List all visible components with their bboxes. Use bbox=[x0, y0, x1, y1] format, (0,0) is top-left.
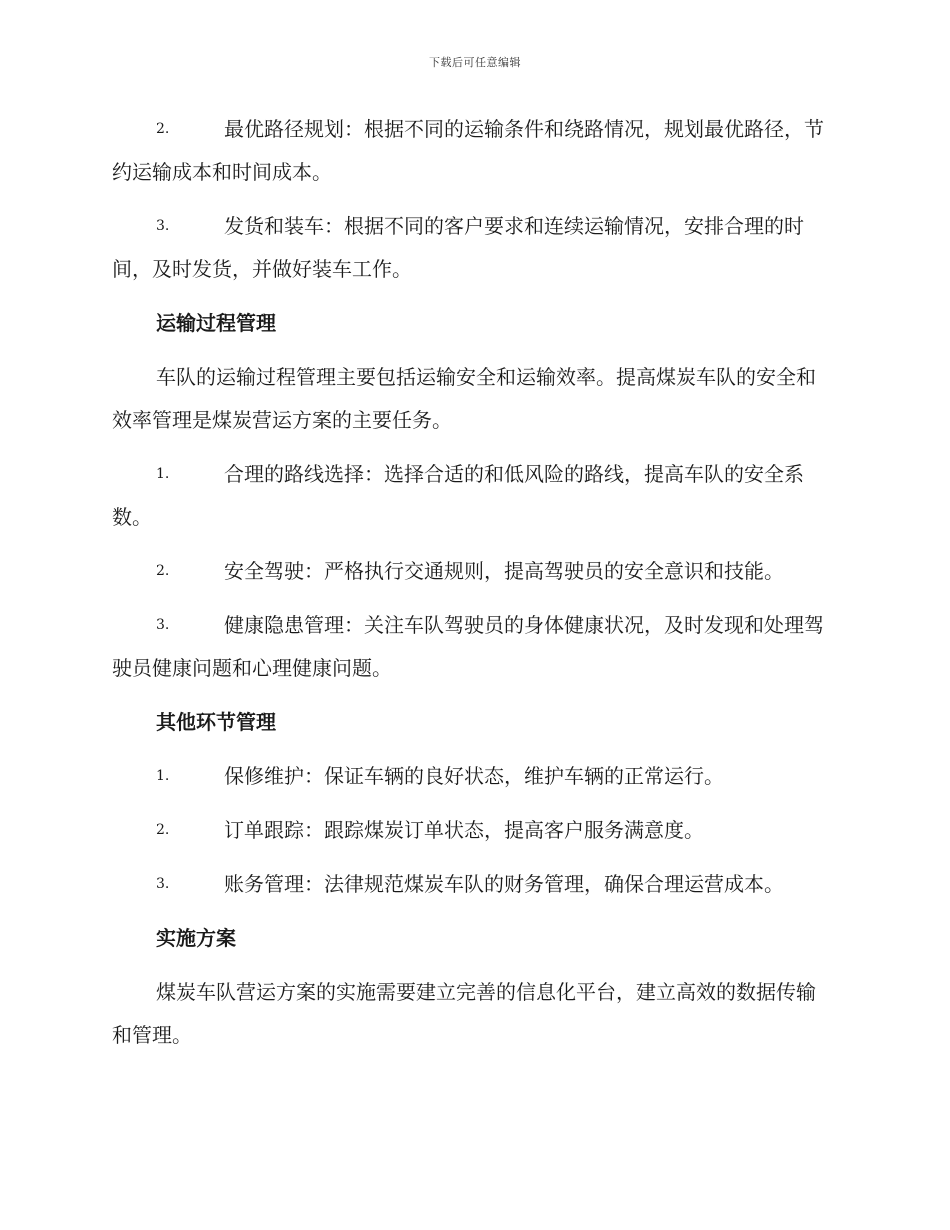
list-item-text: 合理的路线选择：选择合适的和低风险的路线，提高车队的安全系数。 bbox=[112, 462, 804, 529]
list-item-text: 订单跟踪：跟踪煤炭订单状态，提高客户服务满意度。 bbox=[224, 818, 704, 842]
list-item bbox=[112, 604, 832, 690]
implementation-paragraph: 煤炭车队营运方案的实施需要建立完善的信息化平台，建立高效的数据传输和管理。 bbox=[112, 980, 816, 1047]
list-item-text: 最优路径规划：根据不同的运输条件和绕路情况，规划最优路径，节约运输成本和时间成本。 bbox=[112, 117, 824, 184]
list-item-number: 1. bbox=[156, 768, 170, 784]
list-item-number: 3. bbox=[156, 218, 170, 234]
list-item-text: 保修维护：保证车辆的良好状态，维护车辆的正常运行。 bbox=[224, 764, 724, 788]
page-header: 下载后可任意编辑 bbox=[429, 56, 521, 69]
transport-intro-paragraph: 车队的运输过程管理主要包括运输安全和运输效率。提高煤炭车队的安全和效率管理是煤炭营运方案的主要任务。 bbox=[112, 365, 816, 432]
section-heading-transport: 运输过程管理 bbox=[156, 311, 276, 335]
list-item bbox=[112, 809, 832, 852]
list-item-number: 1. bbox=[156, 466, 170, 482]
section-heading-implementation: 实施方案 bbox=[156, 926, 236, 950]
list-item-number: 3. bbox=[156, 617, 170, 633]
list-item-number: 2. bbox=[156, 563, 170, 579]
list-item-number: 2. bbox=[156, 121, 170, 137]
list-item-number: 3. bbox=[156, 876, 170, 892]
list-item bbox=[112, 863, 832, 906]
list-item-number: 2. bbox=[156, 822, 170, 838]
list-item bbox=[112, 453, 832, 539]
list-item-text: 账务管理：法律规范煤炭车队的财务管理，确保合理运营成本。 bbox=[224, 872, 784, 896]
list-item-text: 安全驾驶：严格执行交通规则，提高驾驶员的安全意识和技能。 bbox=[224, 559, 784, 583]
list-item-text: 发货和装车：根据不同的客户要求和连续运输情况，安排合理的时间，及时发货，并做好装车工作。 bbox=[112, 214, 804, 281]
list-item bbox=[112, 108, 832, 194]
list-item bbox=[112, 205, 832, 291]
list-item bbox=[112, 755, 832, 798]
section-heading-other: 其他环节管理 bbox=[156, 710, 276, 734]
document-body bbox=[112, 108, 832, 1068]
list-item bbox=[112, 550, 832, 593]
list-item-text: 健康隐患管理：关注车队驾驶员的身体健康状况，及时发现和处理驾驶员健康问题和心理健康问题。 bbox=[112, 613, 824, 680]
